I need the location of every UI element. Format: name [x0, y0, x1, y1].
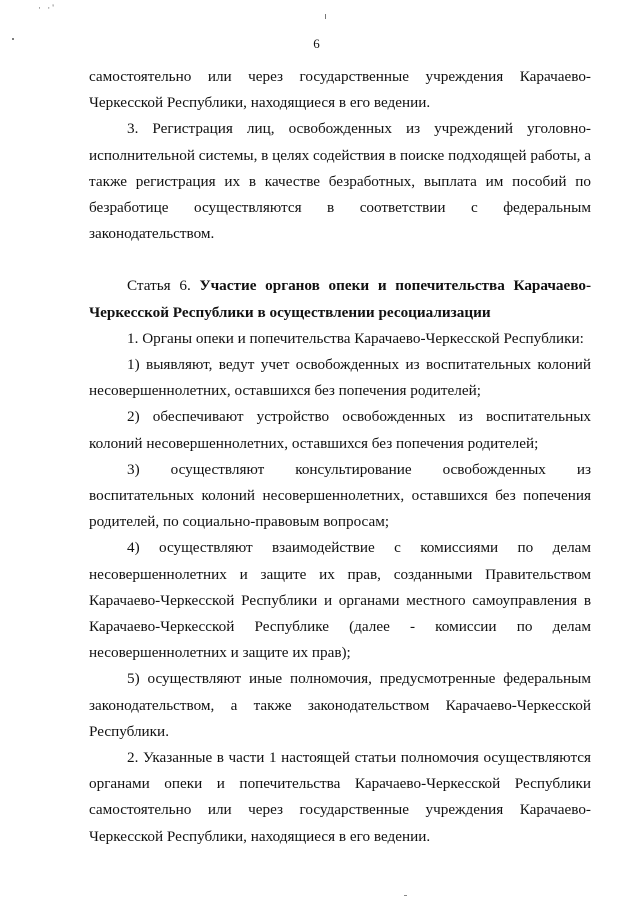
list-item-4: 4) осуществляют взаимодействие с комиссиями по делам несовершеннолетних и защите их прав, созданными Правительством Карачаево-Черкесской Республики и органами местного самоуправления в Карачаево-Черкесской Республике (далее - комиссии по делам несовершеннолетних и защите их прав);: [89, 539, 591, 662]
article-heading: [89, 273, 591, 325]
list-item-2: 2) обеспечивают устройство освобожденных из воспитательных колоний несовершеннолетних, оставшихся без попечения родителей;: [89, 408, 591, 452]
paragraph-continuation: самостоятельно или через государственные учреждения Карачаево-Черкесской Республики, находящиеся в его ведении.: [89, 68, 591, 112]
paragraph-part-2: 2. Указанные в части 1 настоящей статьи полномочия осуществляются органами опеки и попечительства Карачаево-Черкесской Республики самостоятельно или через государственные учреждения Карачаево-Черкесской Республики, находящиеся в его ведении.: [89, 749, 591, 845]
scan-artifact-mark: · ·': [38, 3, 56, 13]
scan-artifact-tick: [325, 14, 326, 19]
document-body: [89, 64, 591, 850]
list-item-3: 3) осуществляют консультирование освобожденных из воспитательных колоний несовершеннолетних, оставшихся без попечения родителей, по социально-правовым вопросам;: [89, 460, 591, 531]
scan-artifact-bottom: [404, 895, 407, 896]
article-title: Участие органов опеки и попечительства Карачаево-Черкесской Республики в осуществлении ресоциализации: [89, 277, 592, 321]
page-number: 6: [313, 36, 320, 51]
paragraph-part-1: 1. Органы опеки и попечительства Карачаево-Черкесской Республики:: [127, 329, 584, 347]
list-item-5: 5) осуществляют иные полномочия, предусмотренные федеральным законодательством, а также законодательством Карачаево-Черкесской Республики.: [89, 670, 591, 740]
paragraph-part-3: 3. Регистрация лиц, освобожденных из учреждений уголовно-исполнительной системы, в целях содействия в поиске подходящей работы, а также регистрация их в качестве безработных, выплата им пособий по безработице осуществляются в соответствии с федеральным законодательством.: [89, 120, 591, 243]
list-item-1: 1) выявляют, ведут учет освобожденных из воспитательных колоний несовершеннолетних, оставшихся без попечения родителей;: [89, 356, 591, 400]
article-prefix: Статья 6.: [127, 277, 200, 295]
section-spacer: [89, 247, 591, 273]
